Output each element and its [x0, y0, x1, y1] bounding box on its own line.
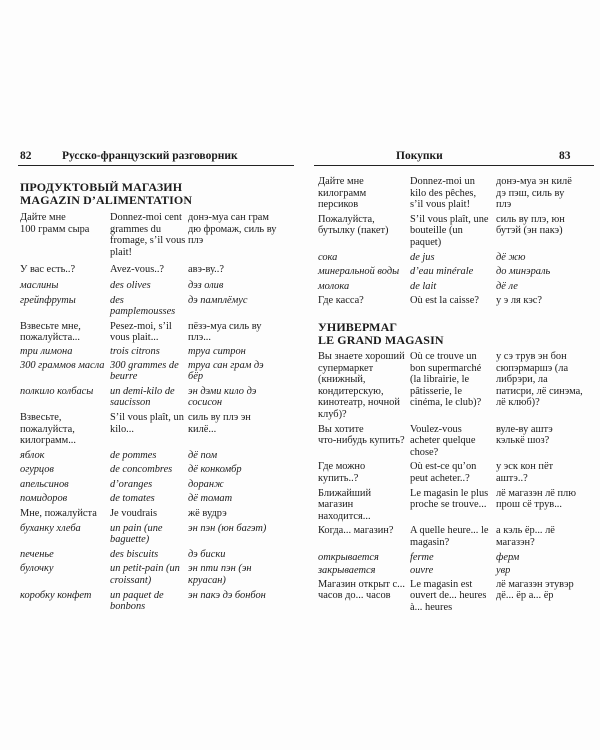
french-phrase: de concombres: [110, 464, 173, 476]
russian-phrase: Где можно купить..?: [318, 461, 366, 484]
russian-phrase: 300 граммов масла: [20, 359, 105, 371]
table-row: [318, 266, 596, 278]
french-phrase: Voulez-vous acheter quelque chose?: [410, 423, 476, 458]
french-phrase: 300 grammes de beurre: [110, 359, 179, 383]
section-title-ru: УНИВЕРМАГ: [318, 320, 398, 334]
right-page: [300, 0, 600, 750]
table-row: [20, 508, 290, 520]
french-phrase: Donnez-moi cent grammes du fromage, s’il vous plait!: [110, 212, 186, 258]
table-row: [20, 590, 290, 613]
russian-phrase: помидоров: [20, 493, 68, 505]
russian-phrase: буханку хлеба: [20, 522, 81, 534]
table-row: [318, 525, 596, 548]
table-row: [318, 552, 596, 564]
russian-phrase: яблок: [20, 449, 45, 461]
table-row: [20, 464, 290, 476]
russian-phrase: закрывается: [318, 565, 376, 577]
table-row: [318, 176, 596, 211]
transcription: труа сан грам дэ бёр: [188, 359, 264, 383]
table-row: [20, 450, 290, 462]
table-row: [20, 523, 290, 546]
table-row: [20, 386, 290, 409]
table-row: [20, 549, 290, 561]
french-phrase: des pamplemousses: [110, 294, 176, 318]
french-phrase: Le magasin est ouvert de... heures à... heures: [410, 578, 487, 613]
table-row: [20, 212, 290, 258]
french-phrase: Où ce trouve un bon supermarché (la librairie, le pâtisserie, le cinéma, le club)?: [410, 351, 482, 409]
table-row: [20, 412, 290, 447]
table-row: [20, 321, 290, 344]
russian-phrase: Где касса?: [318, 295, 364, 307]
transcription: ферм: [496, 551, 520, 563]
russian-phrase: минеральной воды: [318, 266, 400, 278]
transcription: дё томат: [188, 493, 233, 505]
russian-phrase: Дайте мне 100 грамм сыра: [20, 212, 90, 235]
section-title-fr: LE GRAND MAGASIN: [318, 333, 444, 347]
french-phrase: un pain (une baguette): [110, 522, 163, 546]
french-phrase: de pommes: [110, 449, 157, 461]
french-phrase: S’il vous plaît, une bouteille (un paquet): [410, 213, 489, 248]
table-row: [318, 295, 596, 307]
table-row: [318, 461, 596, 484]
russian-phrase: коробку конфет: [20, 589, 92, 601]
french-phrase: Avez-vous..?: [110, 264, 165, 276]
table-row: [20, 264, 290, 276]
transcription: увр: [496, 565, 511, 577]
table-row: [20, 479, 290, 491]
table-row: [20, 295, 290, 318]
page-number: 83: [559, 150, 571, 162]
transcription: до минэраль: [496, 266, 551, 278]
russian-phrase: молока: [318, 280, 350, 292]
transcription: эн пэн (юн багэт): [188, 522, 267, 534]
transcription: силь ву плэ эн килё...: [188, 411, 251, 435]
table-row: [318, 565, 596, 577]
transcription: пёзэ-муа силь ву плэ...: [188, 320, 262, 344]
french-phrase: ferme: [410, 551, 434, 563]
russian-phrase: Магазин открыт с... часов до... часов: [318, 578, 405, 602]
russian-phrase: Вы хотите что-нибудь купить?: [318, 423, 405, 447]
running-header: Покупки: [396, 150, 443, 162]
transcription: жё вудрэ: [188, 508, 227, 520]
french-phrase: d’oranges: [110, 478, 153, 490]
transcription: у эск кон пёт аштэ..?: [496, 461, 554, 484]
table-row: [20, 563, 290, 586]
russian-phrase: Дайте мне килограмм персиков: [318, 176, 367, 211]
transcription: эн дэми кило дэ сосисон: [188, 385, 257, 409]
transcription: а кэль ёр... лё магазэн?: [496, 525, 555, 548]
russian-phrase: булочку: [20, 563, 54, 575]
russian-phrase: Ближайший магазин находится...: [318, 487, 372, 522]
table-row: [318, 281, 596, 293]
transcription: вуле-ву аштэ кэлькё шоз?: [496, 423, 553, 447]
russian-phrase: печенье: [20, 548, 54, 560]
french-phrase: Le magasin le plus proche se trouve...: [410, 487, 489, 511]
french-phrase: d’eau minérale: [410, 266, 474, 278]
header-rule: [314, 165, 594, 166]
transcription: донэ-муа эн килё дэ пэш, силь ву плэ: [496, 176, 572, 211]
russian-phrase: Вы знаете хороший супермаркет (книжный, кондитерскую, кинотеатр, ночной клуб)?: [318, 351, 405, 420]
french-phrase: Où est-ce qu’on peut acheter..?: [410, 461, 477, 484]
transcription: силь ву плэ, юн бутэй (эн пакэ): [496, 213, 565, 237]
transcription: лё магазэн этувэр дё... ёр а... ёр: [496, 578, 574, 602]
transcription: дэ памплёмус: [188, 294, 248, 306]
section-title-ru: ПРОДУКТОВЫЙ МАГАЗИН: [20, 180, 183, 194]
russian-phrase: У вас есть..?: [20, 264, 76, 276]
transcription: лё магазэн лё плю прош сё трув...: [496, 487, 577, 511]
french-phrase: Donnez-moi un kilo des pêches, s’il vous plait!: [410, 176, 477, 211]
french-phrase: des biscuits: [110, 548, 159, 560]
transcription: дэз олив: [188, 279, 224, 291]
russian-phrase: грейпфруты: [20, 294, 76, 306]
table-row: [318, 488, 596, 523]
transcription: донэ-муа сан грам дю фромаж, силь ву плэ: [188, 212, 277, 247]
french-phrase: de tomates: [110, 493, 155, 505]
russian-phrase: Взвесьте, пожалуйста, килограмм...: [20, 411, 77, 447]
table-row: [318, 351, 596, 421]
russian-phrase: полкило колбасы: [20, 385, 94, 397]
russian-phrase: три лимона: [20, 345, 73, 357]
french-phrase: S’il vous plaît, un kilo...: [110, 411, 184, 435]
russian-phrase: огурцов: [20, 464, 54, 476]
french-phrase: des olives: [110, 279, 151, 291]
french-phrase: de jus: [410, 251, 435, 263]
table-row: [318, 424, 596, 459]
russian-phrase: сока: [318, 251, 338, 263]
transcription: доранж: [188, 478, 224, 490]
transcription: авэ-ву..?: [188, 264, 224, 276]
transcription: дё конкомбр: [188, 464, 242, 476]
russian-phrase: открывается: [318, 551, 379, 563]
phrase-table: [318, 176, 596, 307]
table-row: [318, 579, 596, 614]
table-row: [20, 280, 290, 292]
table-row: [318, 214, 596, 249]
french-phrase: un paquet de bonbons: [110, 589, 164, 613]
french-phrase: un petit-pain (un croissant): [110, 563, 180, 587]
table-row: [318, 252, 596, 264]
transcription: дэ биски: [188, 548, 226, 560]
french-phrase: un demi-kilo de saucisson: [110, 385, 175, 409]
table-row: [20, 493, 290, 505]
russian-phrase: Пожалуйста, бутылку (пакет): [318, 213, 389, 237]
header-rule: [18, 165, 294, 166]
transcription: у э ля кэс?: [496, 295, 543, 307]
french-phrase: trois citrons: [110, 345, 160, 357]
table-row: [20, 346, 290, 358]
transcription: у сэ трув эн бон сюпэрмаршэ (ла либрэри, ла патисри, лё синэма, лё клюб)?: [496, 351, 583, 409]
transcription: дё жю: [496, 251, 526, 263]
russian-phrase: Взвесьте мне, пожалуйста...: [20, 320, 81, 344]
section-title-fr: MAGAZIN D’ALIMENTATION: [20, 193, 193, 207]
french-phrase: Pesez-moi, s’il vous plait...: [110, 320, 172, 344]
running-header: Русско-французский разговорник: [62, 150, 238, 162]
transcription: дё пом: [188, 449, 218, 461]
table-row: [20, 360, 290, 383]
russian-phrase: маслины: [20, 279, 59, 291]
transcription: труа ситрон: [188, 345, 246, 357]
french-phrase: Où est la caisse?: [410, 295, 479, 307]
transcription: эн пти пэн (эн круасан): [188, 563, 252, 587]
phrase-table: [318, 351, 596, 613]
french-phrase: de lait: [410, 280, 437, 292]
french-phrase: A quelle heure... le magasin?: [410, 525, 489, 548]
russian-phrase: апельсинов: [20, 478, 69, 490]
french-phrase: ouvre: [410, 565, 434, 577]
russian-phrase: Когда... магазин?: [318, 525, 394, 537]
transcription: дё ле: [496, 280, 518, 292]
transcription: эн пакэ дэ бонбон: [188, 589, 266, 601]
french-phrase: Je voudrais: [110, 508, 158, 520]
russian-phrase: Мне, пожалуйста: [20, 508, 97, 520]
page-number: 82: [20, 150, 32, 162]
phrase-table: [20, 212, 290, 613]
